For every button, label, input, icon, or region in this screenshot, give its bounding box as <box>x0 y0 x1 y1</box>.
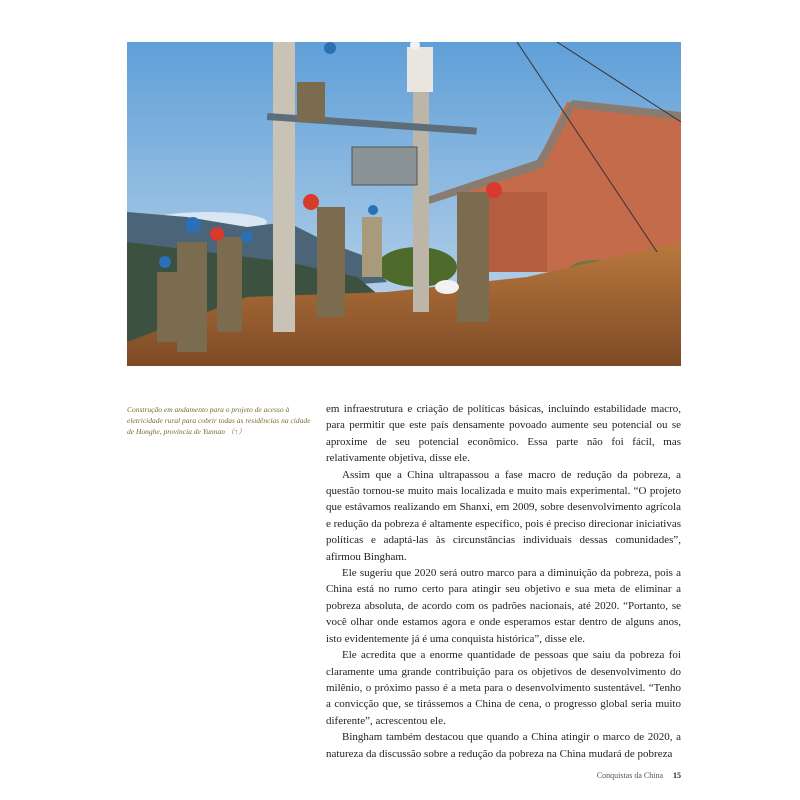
page-number: 15 <box>673 771 681 780</box>
page-footer <box>597 771 681 780</box>
photo <box>127 42 681 366</box>
paragraph: Bingham também destacou que quando a China atingir o marco de 2020, a natureza da discussão sobre a redução da pobreza na China mudará de pobreza <box>326 731 681 760</box>
construction-photo <box>127 42 681 366</box>
paragraph: Assim que a China ultrapassou a fase macro de redução da pobreza, a questão tornou-se muito mais localizada e muito mais experimental. “O projeto que estávamos realizando em Shanxi, em 2009, sobre desenvolvimento agrícola e redução da pobreza é altamente específico, pois é preciso direcionar iniciativas políticas e adaptá-las às circunstâncias individuais dessas comunidades”, afirmou Bingham. <box>326 468 681 563</box>
paragraph: em infraestrutura e criação de políticas básicas, incluindo estabilidade macro, para permitir que este país densamente povoado aumente seu potencial ou se aproxime de seu potencial econômico. Essa parte não foi fácil, mas relativamente objetiva, disse ele. <box>326 403 681 465</box>
body-text <box>326 401 681 762</box>
paragraph: Ele acredita que a enorme quantidade de pessoas que saiu da pobreza foi claramente uma grande contribuição para os objetivos de desenvolvimento do milênio, o próximo passo é a meta para o desenvolvimento sustentável. “Tenho a convicção que, se tirássemos a China de cena, o progresso global seria muito diferente”, acrescentou ele. <box>326 649 681 727</box>
paragraph: Ele sugeriu que 2020 será outro marco para a diminuição da pobreza, pois a China está no rumo certo para atingir seu objetivo e sua meta de eliminar a pobreza absoluta, de acordo com os padrões nacionais, até 2020. “Portanto, se você olhar onde estamos agora e onde esperamos estar dentro de alguns anos, isto evidentemente já é uma conquista histórica”, disse ele. <box>326 567 681 645</box>
photo-caption: Construção em andamento para o projeto de acesso à eletricidade rural para cobrir todas as residências na cidade de Honghe, província de Yunnan （↑） <box>127 405 311 436</box>
running-title: Conquistas da China <box>596 771 663 780</box>
